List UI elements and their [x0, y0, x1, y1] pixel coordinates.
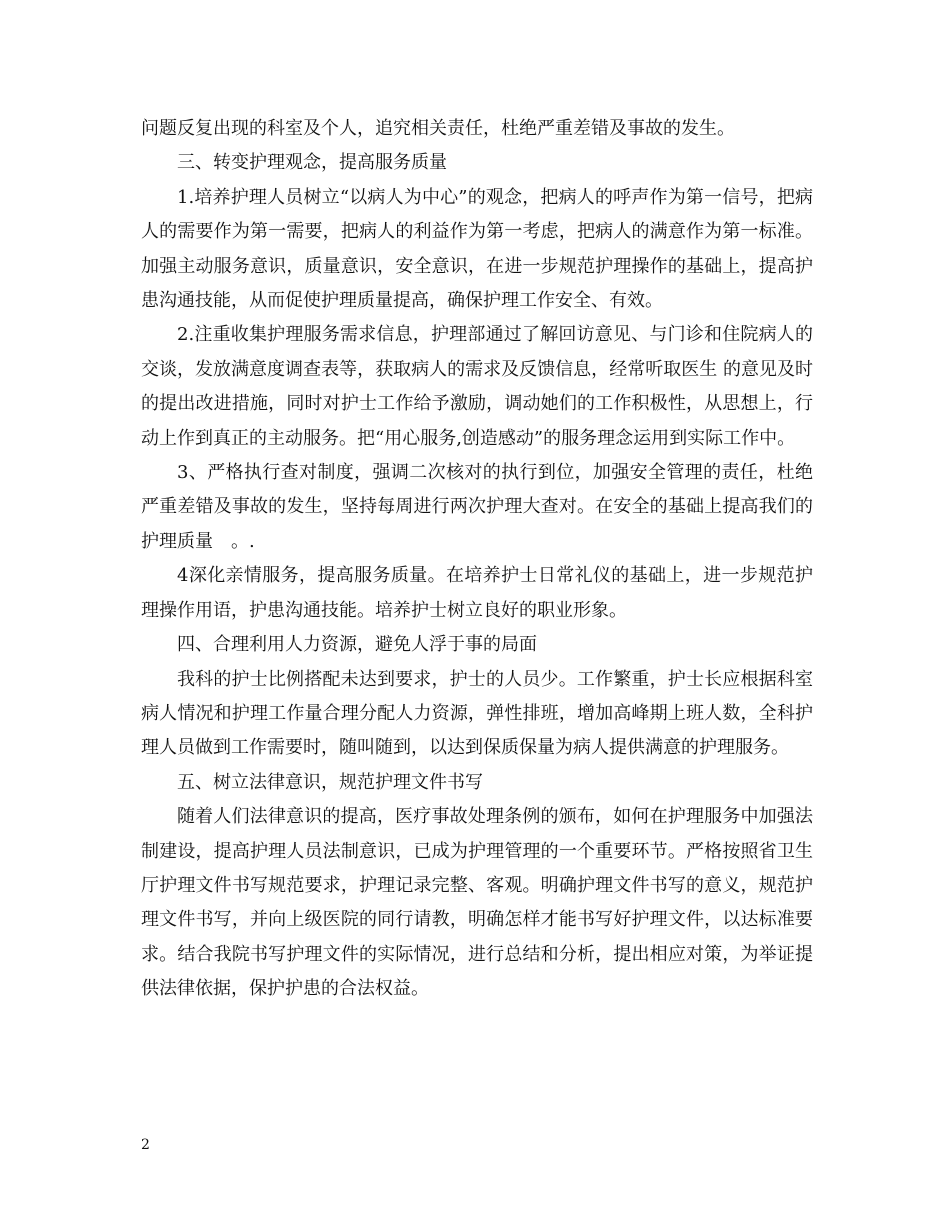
section-heading-4: 四、合理利用人力资源，避免人浮于事的局面 [177, 634, 537, 656]
paragraph-item-2: 2.注重收集护理服务需求信息，护理部通过了解回访意见、与门诊和住院病人的交谈，发放满意度调查表等，获取病人的需求及反馈信息，经常听取医生 的意见及时的提出改进措施，同时对护士工作给予激励，调动她们的工作积极性，从思想上，行动上作到真正的主动服务。把“用心服务,创造感动”的服务理念运用到实际工作中。 [141, 324, 813, 449]
paragraph-continuation: 问题反复出现的科室及个人，追究相关责任，杜绝严重差错及事故的发生。 [141, 118, 735, 139]
section-heading-5: 五、树立法律意识，规范护理文件书写 [177, 771, 483, 793]
document-body [141, 112, 813, 1007]
paragraph-staffing: 我科的护士比例搭配未达到要求，护士的人员少。工作繁重，护士长应根据科室病人情况和护理工作量合理分配人力资源，弹性排班，增加高峰期上班人数，全科护理人员做到工作需要时，随叫随到，以达到保质保量为病人提供满意的护理服务。 [141, 668, 813, 759]
paragraph-legal: 随着人们法律意识的提高，医疗事故处理条例的颁布，如何在护理服务中加强法制建设，提高护理人员法制意识，已成为护理管理的一个重要环节。严格按照省卫生厅护理文件书写规范要求，护理记录完整、客观。明确护理文件书写的意义，规范护理文件书写，并向上级医院的同行请教，明确怎样才能书写好护理文件，以达标准要求。结合我院书写护理文件的实际情况，进行总结和分析，提出相应对策，为举证提供法律依据，保护护患的合法权益。 [141, 806, 813, 1000]
paragraph-item-1: 1.培养护理人员树立“以病人为中心”的观念，把病人的呼声作为第一信号，把病人的需要作为第一需要，把病人的利益作为第一考虑，把病人的满意作为第一标准。加强主动服务意识，质量意识，安全意识，在进一步规范护理操作的基础上，提高护患沟通技能，从而促使护理质量提高，确保护理工作安全、有效。 [141, 186, 813, 312]
page-number: 2 [141, 1137, 150, 1153]
paragraph-item-3: 3、严格执行查对制度，强调二次核对的执行到位，加强安全管理的责任，杜绝严重差错及事故的发生，坚持每周进行两次护理大查对。在安全的基础上提高我们的护理质量 。. [141, 462, 813, 552]
section-heading-3: 三、转变护理观念，提高服务质量 [177, 152, 447, 174]
paragraph-item-4: 4深化亲情服务，提高服务质量。在培养护士日常礼仪的基础上，进一步规范护理操作用语，护患沟通技能。培养护士树立良好的职业形象。 [141, 565, 813, 621]
